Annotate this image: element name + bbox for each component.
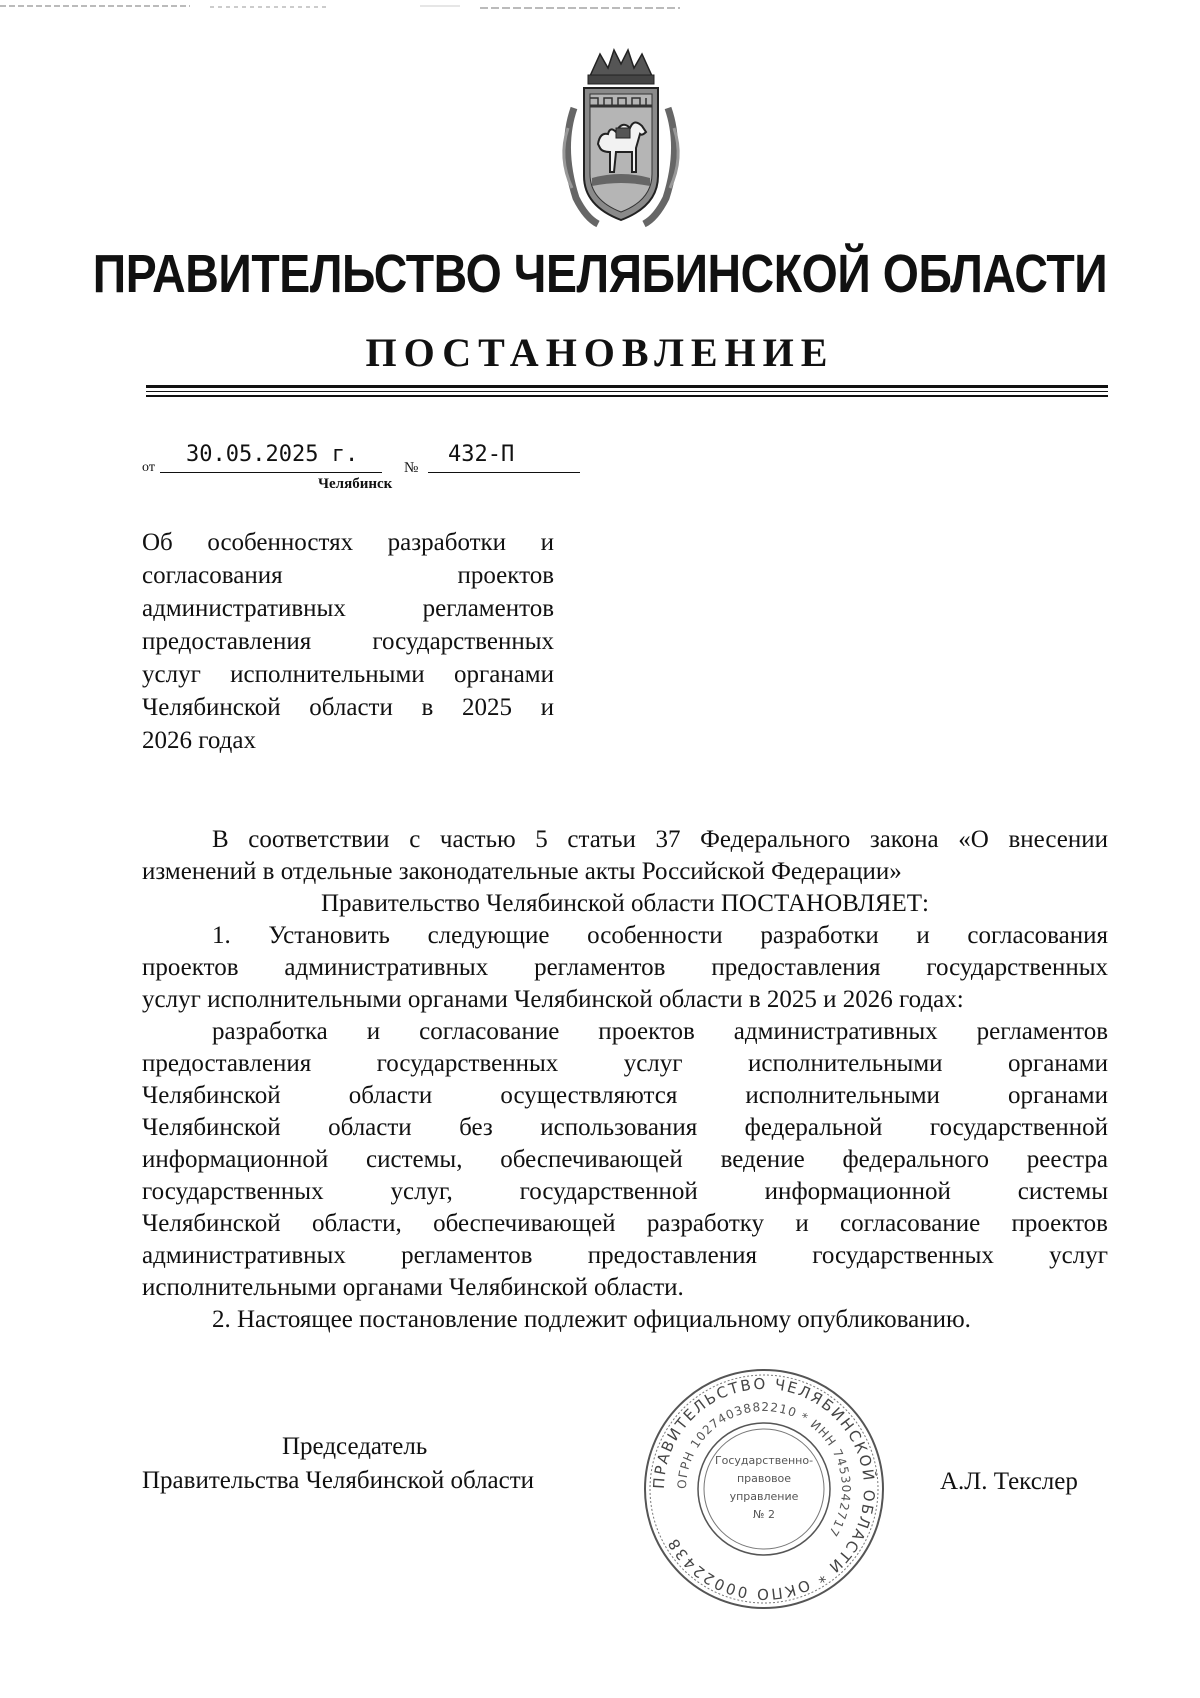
header-rule-thin [146,391,1108,392]
item-1-text-line: государственных услуг, государственной информационной системы [142,1178,1108,1205]
official-stamp [641,1366,887,1612]
stamp-center-line: правовое [736,1472,792,1485]
item-1-text-line: разработка и согласование проектов административных регламентов [212,1018,1108,1045]
document-subject [142,526,554,757]
scan-artifact [0,0,1200,14]
date-underline [160,472,382,473]
subject-line: Об особенностях разработки и [142,529,554,556]
subject-line: административных регламентов [142,595,554,622]
header-rule-thick [146,385,1108,388]
number-underline [428,472,580,473]
header-rule-bottom [146,395,1108,397]
preamble-line: изменений в отдельные законодательные акты Российской Федерации» [142,858,902,885]
signatory-position [142,1430,612,1498]
item-1-text-line: Челябинской области, обеспечивающей разработку и согласование проектов [142,1210,1108,1237]
position-line: Правительства Челябинской области [142,1467,535,1494]
subject-line: 2026 годах [142,727,256,754]
item-1-line: проектов административных регламентов предоставления государственных [142,954,1108,981]
subject-line: услуг исполнительными органами [142,661,554,688]
item-1-text-line: Челябинской области без использования федеральной государственной [142,1114,1108,1141]
stamp-ring-text: ПРАВИТЕЛЬСТВО ЧЕЛЯБИНСКОЙ ОБЛАСТИ * ОКПО 00022438 [649,1374,879,1604]
item-1-line: услуг исполнительными органами Челябинской области в 2025 и 2026 годах: [142,986,964,1013]
item-1-text-line: исполнительными органами Челябинской области. [142,1274,684,1301]
stamp-inner-ring-text: ОГРН 1027403882210 * ИНН 7453042717 [674,1399,854,1540]
item-1-text-line: Челябинской области осуществляются исполнительными органами [142,1082,1108,1109]
signatory-name: А.Л. Текслер [940,1468,1078,1495]
document-number: 432-П [448,442,515,467]
position-line: Председатель [282,1433,428,1460]
item-2-line: 2. Настоящее постановление подлежит официальному опубликованию. [212,1306,971,1333]
subject-line: Челябинской области в 2025 и [142,694,554,721]
number-prefix: № [404,460,419,476]
organization-title: ПРАВИТЕЛЬСТВО ЧЕЛЯБИНСКОЙ ОБЛАСТИ [92,244,1108,304]
item-1-line: 1. Установить следующие особенности разработки и согласования [212,922,1108,949]
stamp-center-line: № 2 [753,1508,775,1521]
item-1-text-line: предоставления государственных услуг исполнительными органами [142,1050,1108,1077]
document-body [142,824,1108,1336]
item-1-text-line: административных регламентов предоставления государственных услуг [142,1242,1108,1269]
city: Челябинск [318,476,393,492]
preamble-line: В соответствии с частью 5 статьи 37 Федерального закона «О внесении [212,826,1108,853]
date-prefix: от [142,460,155,475]
subject-line: согласования проектов [142,562,554,589]
document-date: 30.05.2025 г. [186,442,359,467]
document-type: ПОСТАНОВЛЕНИЕ [365,330,835,375]
item-1-text-line: информационной системы, обеспечивающей ведение федерального реестра [142,1146,1108,1173]
subject-line: предоставления государственных [142,628,554,655]
decree-line: Правительство Челябинской области ПОСТАНОВЛЯЕТ: [321,890,929,917]
stamp-center-line: управление [729,1490,799,1503]
chelyabinsk-coat-of-arms-icon [556,48,686,234]
stamp-center-line: Государственно- [714,1454,814,1467]
